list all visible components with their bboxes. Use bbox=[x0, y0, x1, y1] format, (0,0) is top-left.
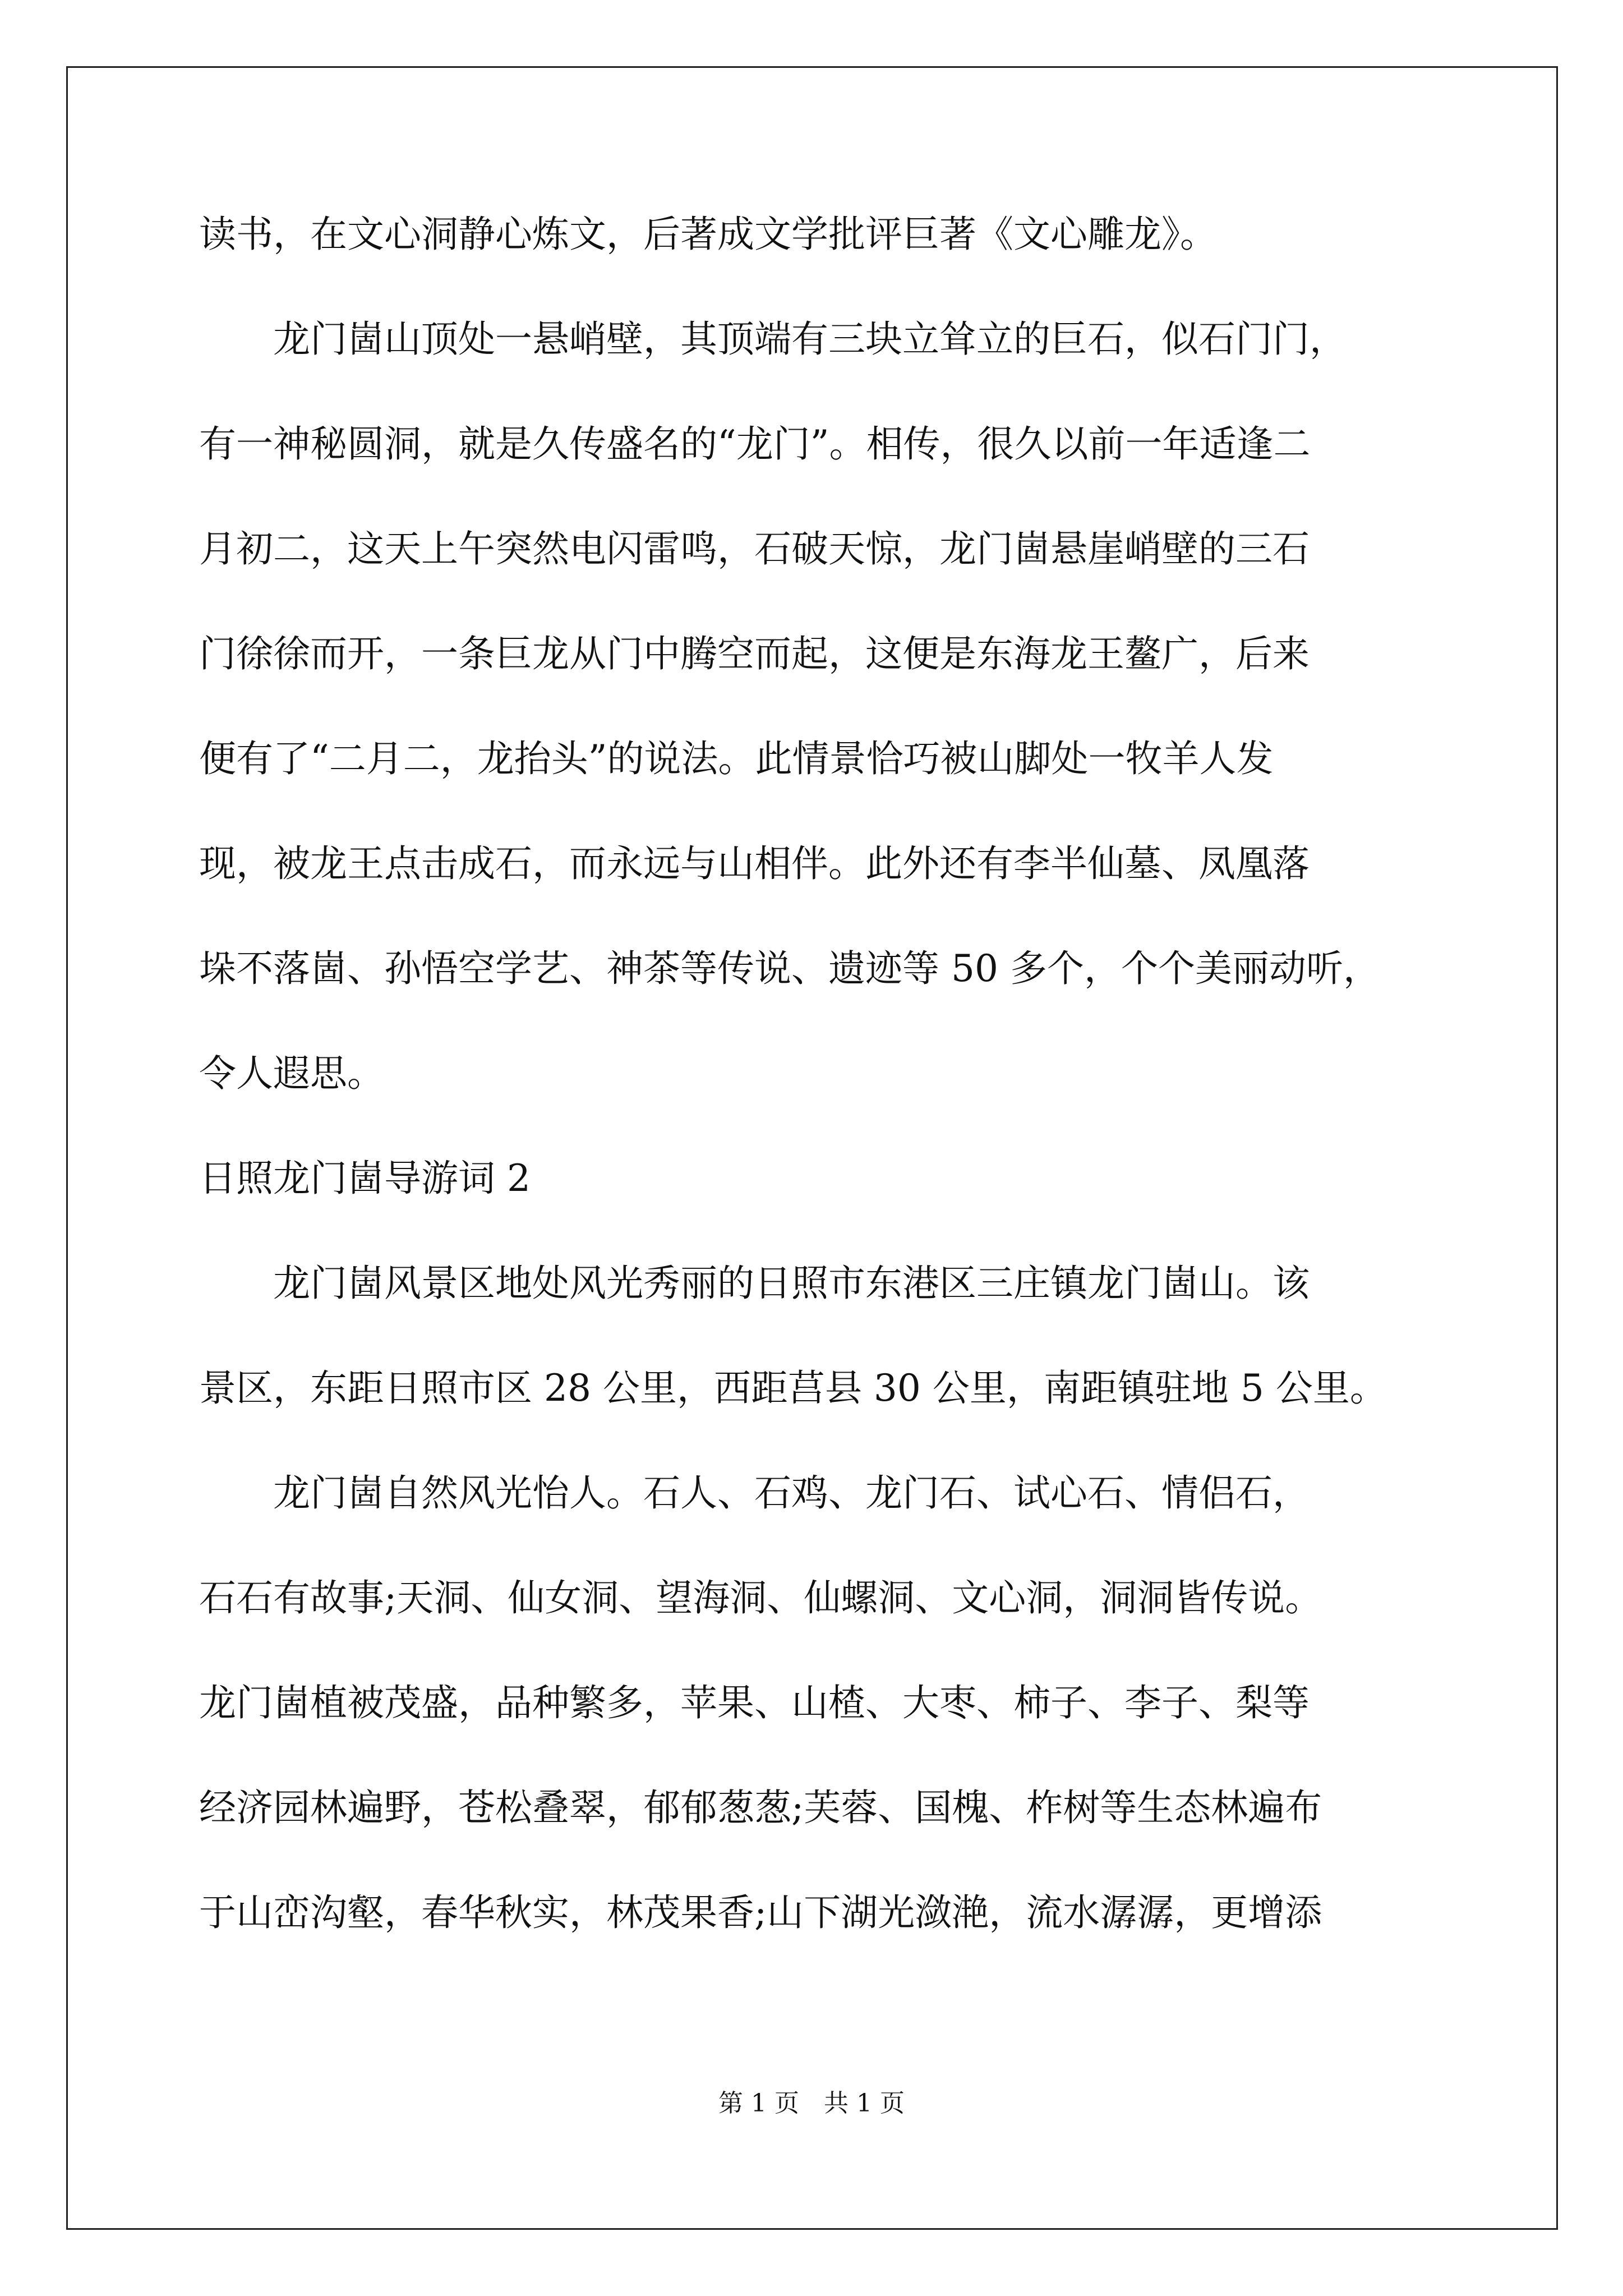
text-line: 龙门崮山顶处一悬峭壁，其顶端有三块立耸立的巨石，似石门门， bbox=[199, 318, 1347, 361]
text-line: 龙门崮风景区地处风光秀丽的日照市东港区三庄镇龙门崮山。该 bbox=[199, 1262, 1310, 1305]
text-line: 经济园林遍野，苍松叠翠，郁郁葱葱;芙蓉、国槐、柞树等生态林遍布 bbox=[199, 1786, 1322, 1829]
text-line: 有一神秘圆洞，就是久传盛名的“龙门”。相传，很久以前一年适逢二 bbox=[199, 422, 1311, 466]
text-line: 门徐徐而开，一条巨龙从门中腾空而起，这便是东海龙王鳌广，后来 bbox=[199, 632, 1310, 675]
text-line: 龙门崮自然风光怡人。石人、石鸡、龙门石、试心石、情侣石， bbox=[199, 1471, 1310, 1515]
text-line: 月初二，这天上午突然电闪雷鸣，石破天惊，龙门崮悬崖峭壁的三石 bbox=[199, 527, 1310, 570]
text-line: 读书，在文心洞静心炼文，后著成文学批评巨著《文心雕龙》。 bbox=[199, 213, 1217, 256]
text-line: 令人遐思。 bbox=[199, 1052, 384, 1095]
page-footer: 第 1 页 共 1 页 bbox=[718, 2089, 905, 2118]
section-heading: 日照龙门崮导游词 2 bbox=[199, 1157, 531, 1200]
text-line: 景区，东距日照市区 28 公里，西距莒县 30 公里，南距镇驻地 5 公里。 bbox=[199, 1366, 1387, 1410]
text-line: 于山峦沟壑，春华秋实，林茂果香;山下湖光潋滟，流水潺潺，更增添 bbox=[199, 1891, 1322, 1934]
text-line: 垛不落崮、孙悟空学艺、神茶等传说、遗迹等 50 多个，个个美丽动听， bbox=[199, 947, 1380, 990]
text-line: 便有了“二月二，龙抬头”的说法。此情景恰巧被山脚处一牧羊人发 bbox=[199, 737, 1274, 780]
text-line: 石石有故事;天洞、仙女洞、望海洞、仙螺洞、文心洞，洞洞皆传说。 bbox=[199, 1576, 1322, 1619]
text-line: 龙门崮植被茂盛，品种繁多，苹果、山楂、大枣、柿子、李子、梨等 bbox=[199, 1681, 1310, 1724]
text-line: 现，被龙王点击成石，而永远与山相伴。此外还有李半仙墓、凤凰落 bbox=[199, 842, 1310, 885]
